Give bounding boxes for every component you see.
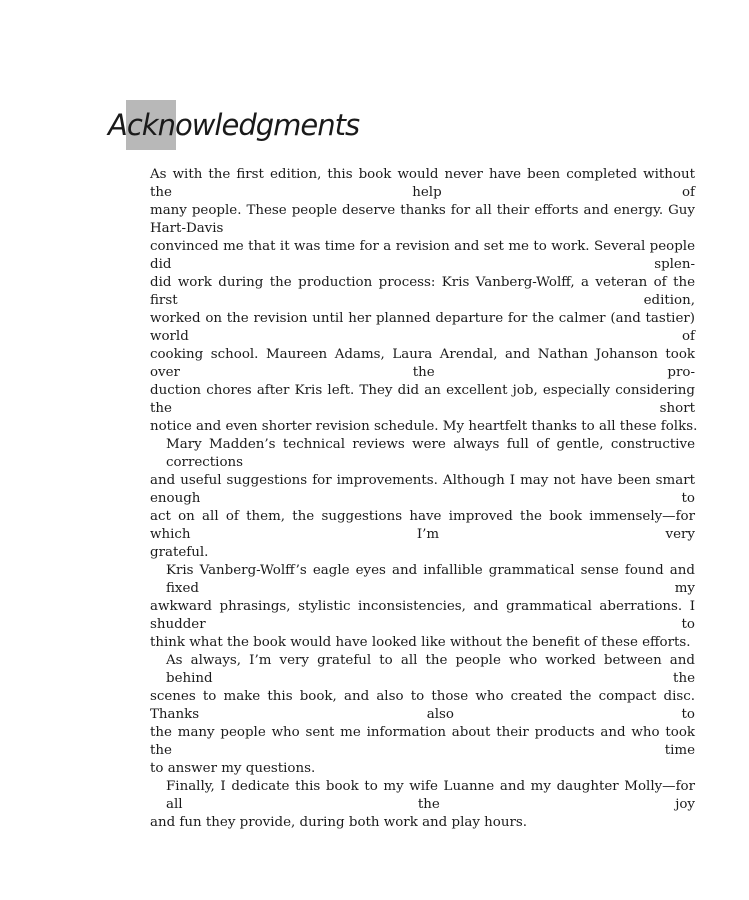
paragraph-3 xyxy=(150,562,695,652)
paragraph-line: Finally, I dedicate this book to my wife Luanne and my daughter Molly—for all the joy xyxy=(166,779,695,812)
paragraph-line: cooking school. Maureen Adams, Laura Arendal, and Nathan Johanson took over the pro- xyxy=(150,347,695,380)
paragraph-4 xyxy=(150,652,695,778)
paragraph-line: and useful suggestions for improvements. Although I may not have been smart enough to xyxy=(150,473,695,506)
heading-area xyxy=(108,100,359,150)
acknowledgments-body xyxy=(150,166,698,832)
paragraph-line: act on all of them, the suggestions have improved the book immensely—for which I’m very xyxy=(150,509,695,542)
paragraph-line: and fun they provide, during both work and play hours. xyxy=(150,815,527,830)
paragraph-1 xyxy=(150,166,698,436)
paragraph-line: As always, I’m very grateful to all the people who worked between and behind the xyxy=(166,653,695,686)
paragraph-line: duction chores after Kris left. They did an excellent job, especially considering the short xyxy=(150,383,695,416)
paragraph-line: to answer my questions. xyxy=(150,761,316,776)
paragraph-line: worked on the revision until her planned departure for the calmer (and tastier) world of xyxy=(150,311,695,344)
paragraph-line: notice and even shorter revision schedule. My heartfelt thanks to all these folks. xyxy=(150,419,698,434)
paragraph-line: many people. These people deserve thanks for all their efforts and energy. Guy Hart-Davis xyxy=(150,203,695,236)
paragraph-line: Mary Madden’s technical reviews were always full of gentle, constructive corrections xyxy=(166,437,695,470)
paragraph-line: scenes to make this book, and also to those who created the compact disc. Thanks also to xyxy=(150,689,695,722)
paragraph-line: grateful. xyxy=(150,545,209,560)
paragraph-line: the many people who sent me information about their products and who took the time xyxy=(150,725,695,758)
paragraph-line: did work during the production process: Kris Vanberg-Wolff, a veteran of the first edition, xyxy=(150,275,695,308)
paragraph-line: convinced me that it was time for a revision and set me to work. Several people did splen- xyxy=(150,239,695,272)
page-title: Acknowledgments xyxy=(108,108,360,142)
paragraph-line: As with the first edition, this book would never have been completed without the help of xyxy=(150,167,695,200)
paragraph-2 xyxy=(150,436,695,562)
paragraph-line: think what the book would have looked like without the benefit of these efforts. xyxy=(150,635,691,650)
paragraph-line: awkward phrasings, stylistic inconsistencies, and grammatical aberrations. I shudder to xyxy=(150,599,695,632)
paragraph-line: Kris Vanberg-Wolff’s eagle eyes and infallible grammatical sense found and fixed my xyxy=(166,563,695,596)
paragraph-5 xyxy=(150,778,695,832)
